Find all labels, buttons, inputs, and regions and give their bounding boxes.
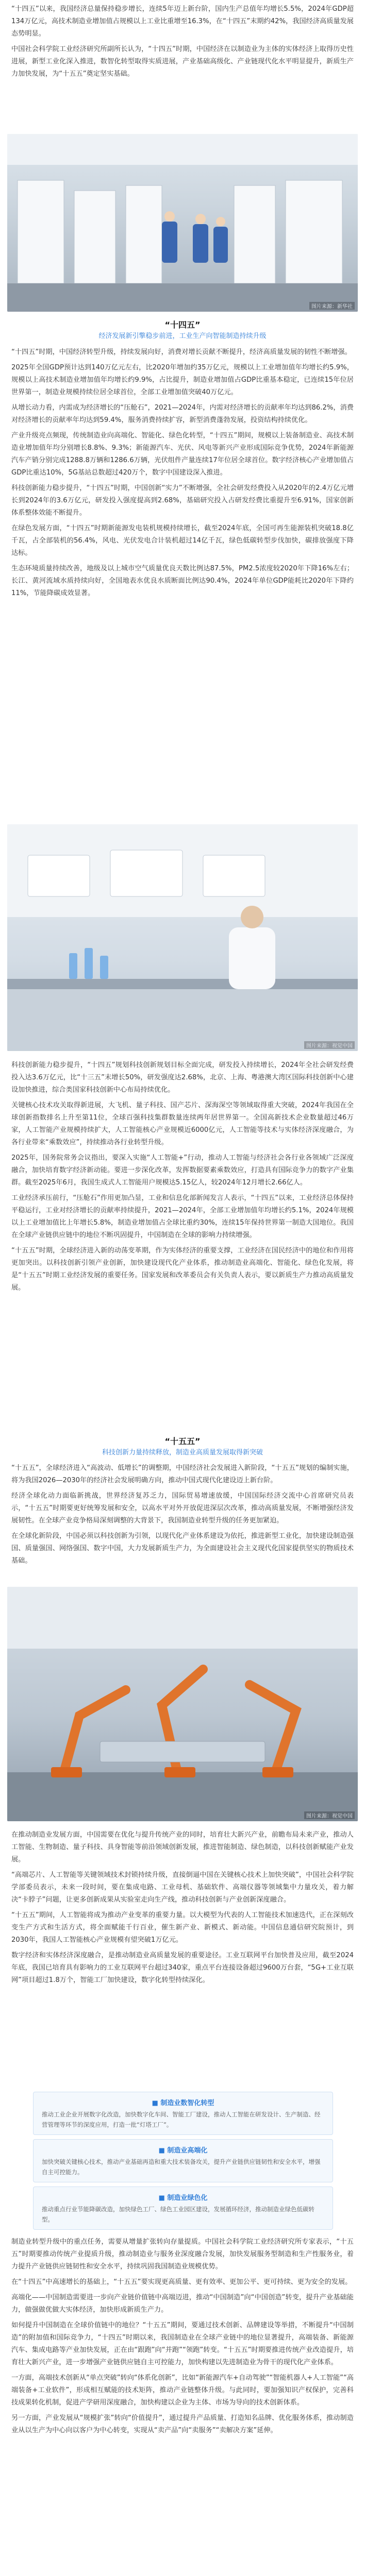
- info-box: [33, 2187, 333, 2230]
- section-2c-body: [0, 2236, 365, 2437]
- paragraph: 制造业转型升级中的重点任务，需要从增量扩张转向存量提质。中国社会科学院工业经济研究所专家表示，“十五五”时期要推动传统产业提质升级，推动制造业与服务业深度融合发展，加快发展服务型制造和生产性服务业，着力提升产业链供应链韧性和安全水平，持续巩固我国制造业规模优势。: [11, 2238, 354, 2270]
- laboratory-photo: [7, 824, 358, 1051]
- section-subheading: 科技创新力量持续释放，制造业高质量发展取得新突破: [102, 1449, 263, 1456]
- paragraph: 2025年全国GDP预计达到140万亿元左右，比2020年增加约35万亿元，规模以上工业增加值年均增长约5.9%，规模以上高技术制造业增加值年均增长约9.9%，占比提升，制造业增加值占GDP比重基本稳定，已连续15年位居世界第一，制造业规模持续位居全球首位，全部工业增加值突破40万亿元。: [11, 364, 354, 396]
- paragraph: “高端芯片、人工智能等关键领域技术封锁持续升级，直接倒逼中国在关键核心技术上加快突破”，中国社会科学院学部委员表示，未来一段时间，要在集成电路、工业母机、基础软件、高端仪器等领域集中力量攻关，着力解决“卡脖子”问题，让更多创新成果从实验室走向生产线，推动科技创新与产业创新深度融合。: [11, 1871, 354, 1904]
- paragraph: 工业经济承压前行，“压舱石”作用更加凸显，工业和信息化部新闻发言人表示，“十四五”以来，工业经济总体保持平稳运行，工业对经济增长的贡献率持续提升，2021—2024年，全部工业增加值年均增长约5.1%，2024年规模以上工业增加值比上年增长5.8%，制造业增加值占全球比重约30%，连续15年保持世界第一制造大国地位。我国在全球产业链供应链中的地位不断巩固提升，中国制造在全球的影响力持续增强。: [11, 1194, 354, 1239]
- image-caption: 图片来源：新华社: [309, 302, 355, 310]
- paragraph: “十四五”时期，中国经济转型升级，持续发展向好，消费对增长贡献不断提升，经济高质量发展的韧性不断增强。: [11, 348, 352, 356]
- paragraph: 在“十四五”中高速增长的基础上，“十五五”要实现更高质量、更有效率、更加公平、更可持续、更为安全的发展。: [11, 2278, 352, 2286]
- info-box-body: 加快突破关键核心技术，推动产业基础再造和重大技术装备攻关，提升产业链供应链韧性和安全水平，增强自主可控能力。: [42, 2158, 321, 2176]
- section-heading: “十四五”: [164, 320, 201, 330]
- paragraph: 一方面，高端技术创新从“单点突破”转向“体系化创新”，比如“新能源汽车+自动驾驶”“智能机器人+人工智能”“高端装备+工业软件”，形成相互赋能的技术矩阵，推动产业链整体升级。与此同时，要加强知识产权保护，完善科技成果转化机制，促进产学研用深度融合，加快构建以企业为主体、市场为导向的技术创新体系。: [11, 2374, 354, 2406]
- section-1b-body: [0, 1059, 365, 1294]
- paragraph: 从增长动力看，内需成为经济增长的“压舱石”，2021—2024年，内需对经济增长的贡献率年均达到86.2%，消费对经济增长的贡献率年均达到59.4%，服务消费持续扩容，新型消费蓬勃发展，投资结构持续优化。: [11, 404, 354, 424]
- info-box-title: ■ 制造业数智化转型: [152, 2099, 214, 2107]
- section-1-body: [0, 346, 365, 600]
- section-2-body: [0, 1462, 365, 1567]
- paragraph: 生态环境质量持续改善，地级及以上城市空气质量优良天数比例达87.5%，PM2.5浓度较2020年下降16%左右；长江、黄河流域水质持续向好，全国地表水优良水质断面比例达90.4%，2024年单位GDP能耗比2020年下降约11%，节能降碳成效显著。: [11, 565, 354, 597]
- paragraph: 2025年，国务院常务会议指出，要深入实施“人工智能+”行动，推动人工智能与经济社会各行业各领域广泛深度融合，加快培育数字经济新动能。要进一步深化改革，发挥数据要素乘数效应，打造具有国际竞争力的数字产业集群。截至2025年6月，我国生成式人工智能用户规模达5.15亿人，较2024年12月增长2.66亿人。: [11, 1154, 354, 1187]
- paragraph: 中国社会科学院工业经济研究所副所长认为，“十四五”时期，中国经济在以制造业为主体的实体经济上取得历史性进展，新型工业化深入推进，数智化转型取得实质进展，产业基础高级化、产业链现代化水平明显提升，新质生产力加快发展，为“十五五”奠定坚实基础。: [11, 45, 354, 78]
- section-heading: “十五五”: [164, 1436, 201, 1446]
- paragraph: 高端化——中国制造需要进一步向产业链价值链中高端迈进，推动“中国制造”向“中国创造”转变，提升产业基础能力，做强做优做大实体经济，加快形成新质生产力。: [11, 2294, 354, 2314]
- paragraph: “十五五”，全球经济进入“高波动、低增长”的调整期，中国经济社会发展进入新阶段，“十五五”规划的编制实施，将为我国2026—2030年的经济社会发展明确方向，推动中国式现代化建设迈上新台阶。: [11, 1464, 354, 1484]
- paragraph: “十四五”以来，我国经济总量保持稳步增长，连续5年迈上新台阶，国内生产总值年均增长5.5%，2024年GDP超134万亿元，高技术制造业增加值占规模以上工业比重增至16.3%，在“十四五”末期约42%，我国经济高质量发展态势明显。: [11, 5, 354, 38]
- section-subheading: 经济发展新引擎稳步前进，工业生产向智能制造持续升级: [98, 332, 267, 340]
- info-box-body: 推动重点行业节能降碳改造，加快绿色工厂、绿色工业园区建设，发展循环经济，推动制造业绿色低碳转型。: [42, 2206, 314, 2223]
- section-2b-body: [0, 1829, 365, 1987]
- intro-section: [0, 3, 365, 80]
- paragraph: “十五五”期间，人工智能将成为推动产业变革的重要力量。以大模型为代表的人工智能技术加速迭代，正在深刻改变生产方式和生活方式，将全面赋能千行百业，催生新产业、新模式、新动能。中国信息通信研究院预计，到2030年，我国人工智能核心产业规模有望突破1万亿元。: [11, 1911, 354, 1944]
- robotic-arms-photo: [7, 1587, 358, 1821]
- image-caption: 图片来源：视觉中国: [304, 1041, 355, 1049]
- info-box: [33, 2139, 333, 2182]
- paragraph: 经济全球化动力面临新挑战，世界经济复苏乏力，国际贸易增速放缓，中国国际经济交流中心首席研究员表示，“十五五”时期要更好统筹发展和安全，以高水平对外开放促进深层次改革，推动高质量发展，不断增强经济发展韧性。在全球产业竞争格局深刻调整的大背景下，我国制造业转型升级的任务更加紧迫。: [11, 1492, 354, 1524]
- paragraph: 在全球化新阶段，中国必须以科技创新为引领，以现代化产业体系建设为依托，推进新型工业化，加快建设制造强国、质量强国、网络强国、数字中国，大力发展新质生产力，为全面建设社会主义现代化国家提供坚实的物质技术基础。: [11, 1532, 354, 1565]
- info-box-title: ■ 制造业绿色化: [158, 2194, 208, 2202]
- info-box-body: 推动工业企业开展数字化改造，加快数字化车间、智能工厂建设，推动人工智能在研发设计、生产制造、经营管理等环节的深度应用，打造一批“灯塔工厂”。: [42, 2111, 321, 2128]
- info-box-title: ■ 制造业高端化: [158, 2147, 208, 2155]
- paragraph: 关键核心技术攻关取得新进展，大飞机、量子科技、国产芯片、深海深空等领域取得重大突破，2024年我国在全球创新指数排名上升至第11位，全球百强科技集群数量连续两年居世界第一。全国高新技术企业数量超过46万家，人工智能产业规模持续扩大，人工智能核心产业规模近6000亿元，人工智能等技术与实体经济深度融合，为各行业带来“乘数效应”，持续推动各行业转型升级。: [11, 1101, 354, 1146]
- factory-photo: [7, 134, 358, 312]
- paragraph: 在推动制造业发展方面，中国需要在优化与提升传统产业的同时，培育壮大新兴产业，前瞻布局未来产业，推动人工智能、生物制造、量子科技、具身智能等前沿领域创新发展，推进智能制造、绿色制造，以科技创新赋能产业发展。: [11, 1831, 354, 1863]
- info-box: [33, 2092, 333, 2135]
- paragraph: 数字经济和实体经济深度融合，是推动制造业高质量发展的重要途径。工业互联网平台加快普及应用，截至2024年底，我国已培育具有影响力的工业互联网平台超过340家，重点平台连接设备超过9600万台套，“5G+工业互联网”项目超过1.8万个，智能工厂加快建设，数字化转型持续深化。: [11, 1952, 354, 1984]
- paragraph: “十五五”时期，全球经济进入新的动荡变革期，作为实体经济的重要支撑，工业经济在国民经济中的地位和作用将更加突出。以科技创新引领产业创新，加快建设现代化产业体系，推动制造业高端化、智能化、绿色化发展，将是“十五五”时期工业经济发展的重要任务。国家发展和改革委员会有关负责人表示，要以新质生产力推动高质量发展。: [11, 1247, 354, 1292]
- paragraph: 在绿色发展方面，“十四五”时期新能源发电装机规模持续增长，截至2024年底，全国可再生能源装机突破18.8亿千瓦，占全部装机的56.4%，风电、光伏发电合计装机超过14亿千瓦，绿色低碳转型步伐加快，碳排放强度下降达标。: [11, 524, 354, 557]
- image-caption: 图片来源：视觉中国: [304, 1811, 355, 1819]
- paragraph: 产业升级亮点频现，传统制造业向高端化、智能化、绿色化转型，“十四五”期间，规模以上装备制造业、高技术制造业增加值年均分别增长8.8%、9.3%；新能源汽车、光伏、风电等新兴产业形成国际竞争优势，2024年新能源汽车产销分别完成1288.8万辆和1286.6万辆，光伏组件产量连续17年位居全球首位。数字经济核心产业增加值占GDP比重达10%，5G基站总数超过420万个，数字中国建设深入推进。: [11, 432, 354, 477]
- paragraph: 另一方面，产业发展从“规模扩张”转向“价值提升”，通过提升产品质量、打造知名品牌、优化服务体系，推动制造业从以生产为中心向以客户为中心转变，实现从“卖产品”向“卖服务”“卖解决方案”延伸。: [11, 2414, 354, 2434]
- paragraph: 科技创新能力稳步提升，“十四五”时期，中国创新“实力”不断增强，全社会研发经费投入从2020年的2.4万亿元增长到2024年的3.6万亿元，研发投入强度提高到2.68%，基础研究投入占研发经费比重提升至6.91%，国家创新体系整体效能不断提升。: [11, 484, 354, 517]
- paragraph: 科技创新能力稳步提升，“十四五”规划科技创新规划目标全面完成，研发投入持续增长，2024年全社会研发经费投入达3.6万亿元，比“十三五”末增长50%，研发强度达2.68%，北京、上海、粤港澳大湾区国际科技创新中心建设加快推进，综合类国家科技创新中心布局持续优化。: [11, 1061, 354, 1094]
- paragraph: 如何提升中国制造在全球价值链中的地位？“十五五”期间，要通过技术创新、品牌建设等举措，不断提升“中国制造”的附加值和国际竞争力，“十四五”时期以来，我国制造业在全球产业链中的地位显著提升，高端装备、新能源汽车、集成电路等产业加快发展，正在由“跟跑”向“并跑”“领跑”转变。“十五五”时期要推进传统产业改造提升，培育壮大新兴产业，进一步增强产业链供应链自主可控能力，加快构建以先进制造业为骨干的现代化产业体系。: [11, 2321, 354, 2366]
